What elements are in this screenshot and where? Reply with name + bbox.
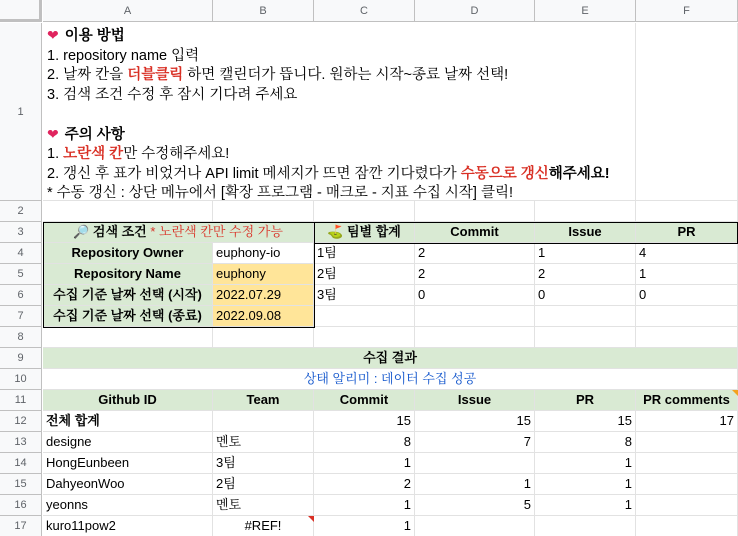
row-header-14[interactable]: 14	[0, 453, 42, 474]
row-header-8[interactable]: 8	[0, 327, 42, 348]
row-header-2[interactable]: 2	[0, 201, 42, 222]
cell-d7[interactable]	[415, 306, 535, 327]
column-header-c[interactable]: C	[314, 0, 415, 22]
column-header-f[interactable]: F	[636, 0, 738, 22]
result-team[interactable]: #REF!	[213, 516, 314, 536]
comment-indicator[interactable]	[732, 390, 738, 396]
select-all-corner[interactable]	[0, 0, 42, 22]
row-header-12[interactable]: 12	[0, 411, 42, 432]
result-pr-comments[interactable]	[636, 432, 738, 453]
result-team[interactable]: 멘토	[213, 432, 314, 453]
result-github-id[interactable]: HongEunbeen	[43, 453, 213, 474]
team-issue-header[interactable]: Issue	[535, 222, 636, 243]
result-team[interactable]: 2팀	[213, 474, 314, 495]
owner-label: Repository Owner	[43, 243, 213, 264]
caution-item-1: 1. 노란색 칸만 수정해주세요!	[47, 146, 230, 162]
result-github-id[interactable]: DahyeonWoo	[43, 474, 213, 495]
column-header-a[interactable]: A	[43, 0, 213, 22]
magnifier-icon: 🔎	[73, 224, 90, 239]
usage-step-2: 2. 날짜 칸을 더블클릭 하면 캘린더가 뜹니다. 원하는 시작~종료 날짜 선택!	[47, 67, 509, 83]
header-github-id[interactable]: Github ID	[43, 390, 213, 411]
result-issue[interactable]: 1	[415, 474, 535, 495]
row-header-11[interactable]: 11	[0, 390, 42, 411]
cell-f8[interactable]	[636, 327, 738, 348]
cell-f1[interactable]	[636, 23, 738, 201]
team-commit-header[interactable]: Commit	[415, 222, 535, 243]
repo-name-input[interactable]: euphony	[213, 264, 314, 285]
cell-e7[interactable]	[535, 306, 636, 327]
result-pr[interactable]: 1	[535, 474, 636, 495]
cell-b2[interactable]	[213, 201, 314, 222]
team-row-pr[interactable]: 1	[636, 264, 738, 285]
team-row-name[interactable]: 2팀	[314, 264, 415, 285]
cell-c2[interactable]	[314, 201, 415, 222]
result-commit[interactable]: 1	[314, 453, 415, 474]
cell-d8[interactable]	[415, 327, 535, 348]
status-message[interactable]: 상태 알리미 : 데이터 수집 성공	[43, 369, 738, 390]
golf-flag-icon: ⛳	[327, 224, 344, 239]
caution-item-2: 2. 갱신 후 표가 비었거나 API limit 메세지가 뜨면 잠깐 기다렸다가 수동으로 갱신해주세요!	[47, 165, 610, 182]
team-row-name[interactable]: 1팀	[314, 243, 415, 264]
result-team[interactable]: 3팀	[213, 453, 314, 474]
cell-c8[interactable]	[314, 327, 415, 348]
end-date-input[interactable]: 2022.09.08	[213, 306, 314, 327]
result-github-id[interactable]: designe	[43, 432, 213, 453]
cell-a8[interactable]	[43, 327, 213, 348]
result-commit[interactable]: 1	[314, 495, 415, 516]
usage-step-3: 3. 검색 조건 수정 후 잠시 기다려 주세요	[47, 86, 298, 103]
result-pr[interactable]	[535, 516, 636, 536]
header-commit[interactable]: Commit	[314, 390, 415, 411]
result-issue[interactable]	[415, 516, 535, 536]
heart-icon: ❤	[47, 125, 59, 142]
row-header-6[interactable]: 6	[0, 285, 42, 306]
team-pr-header[interactable]: PR	[636, 222, 738, 243]
cell-a2[interactable]	[43, 201, 213, 222]
header-pr-comments[interactable]: PR comments	[636, 390, 738, 411]
cell-d2[interactable]	[415, 201, 535, 222]
start-date-label: 수집 기준 날짜 선택 (시작)	[43, 285, 213, 306]
result-pr-comments[interactable]	[636, 495, 738, 516]
results-title[interactable]: 수집 결과	[43, 348, 738, 369]
result-commit[interactable]: 8	[314, 432, 415, 453]
result-github-id[interactable]: yeonns	[43, 495, 213, 516]
team-summary-header[interactable]: ⛳ 팀별 합계	[314, 222, 415, 243]
header-team[interactable]: Team	[213, 390, 314, 411]
cell-b8[interactable]	[213, 327, 314, 348]
result-pr-comments[interactable]	[636, 474, 738, 495]
row-header-13[interactable]: 13	[0, 432, 42, 453]
team-row-issue[interactable]: 0	[535, 285, 636, 306]
cell-f7[interactable]	[636, 306, 738, 327]
result-github-id[interactable]: kuro11pow2	[43, 516, 213, 536]
result-pr-comments[interactable]	[636, 453, 738, 474]
caution-item-3: * 수동 갱신 : 상단 메뉴에서 [확장 프로그램 - 매크로 - 지표 수집 시작] 클릭!	[47, 185, 514, 201]
column-header-e[interactable]: E	[535, 0, 636, 22]
result-team[interactable]: 멘토	[213, 495, 314, 516]
row-header-16[interactable]: 16	[0, 495, 42, 516]
team-row-commit[interactable]: 2	[415, 243, 535, 264]
column-header-b[interactable]: B	[213, 0, 314, 22]
total-commit[interactable]: 15	[314, 411, 415, 432]
caution-heading: ❤ 주의 사항	[47, 125, 125, 143]
row-header-3[interactable]: 3	[0, 222, 42, 243]
team-row-name[interactable]: 3팀	[314, 285, 415, 306]
owner-value[interactable]: euphony-io	[213, 243, 314, 264]
repo-name-label: Repository Name	[43, 264, 213, 285]
result-commit[interactable]: 1	[314, 516, 415, 536]
result-pr[interactable]: 1	[535, 453, 636, 474]
end-date-label: 수집 기준 날짜 선택 (종료)	[43, 306, 213, 327]
heart-icon: ❤	[47, 27, 59, 43]
result-pr[interactable]: 8	[535, 432, 636, 453]
result-commit[interactable]: 2	[314, 474, 415, 495]
usage-heading: ❤ 이용 방법	[47, 27, 125, 44]
header-pr[interactable]: PR	[535, 390, 636, 411]
result-pr[interactable]: 1	[535, 495, 636, 516]
column-header-d[interactable]: D	[415, 0, 535, 22]
cell-e8[interactable]	[535, 327, 636, 348]
usage-step-1: 1. repository name 입력	[47, 47, 200, 64]
header-issue[interactable]: Issue	[415, 390, 535, 411]
row-header-9[interactable]: 9	[0, 348, 42, 369]
total-label[interactable]: 전체 합계	[43, 411, 213, 432]
cell-f2[interactable]	[636, 201, 738, 222]
team-row-issue[interactable]: 2	[535, 264, 636, 285]
row-header-10[interactable]: 10	[0, 369, 42, 390]
total-issue[interactable]: 15	[415, 411, 535, 432]
row-header-15[interactable]: 15	[0, 474, 42, 495]
team-row-commit[interactable]: 2	[415, 264, 535, 285]
result-issue[interactable]: 5	[415, 495, 535, 516]
result-pr-comments[interactable]	[636, 516, 738, 536]
instructions-cell[interactable]	[43, 23, 636, 201]
team-row-pr[interactable]: 0	[636, 285, 738, 306]
team-row-issue[interactable]: 1	[535, 243, 636, 264]
row-header-17[interactable]: 17	[0, 516, 42, 536]
total-pr[interactable]: 15	[535, 411, 636, 432]
team-row-pr[interactable]: 4	[636, 243, 738, 264]
row-header-4[interactable]: 4	[0, 243, 42, 264]
total-pr-comments[interactable]: 17	[636, 411, 738, 432]
cell-c7[interactable]	[314, 306, 415, 327]
row-header-5[interactable]: 5	[0, 264, 42, 285]
row-header-7[interactable]: 7	[0, 306, 42, 327]
search-conditions-header[interactable]: 🔎 검색 조건 * 노란색 칸만 수정 가능	[43, 222, 314, 243]
result-issue[interactable]	[415, 453, 535, 474]
row-header-1[interactable]: 1	[0, 23, 42, 201]
total-team[interactable]	[213, 411, 314, 432]
team-row-commit[interactable]: 0	[415, 285, 535, 306]
result-issue[interactable]: 7	[415, 432, 535, 453]
start-date-input[interactable]: 2022.07.29	[213, 285, 314, 306]
cell-e2[interactable]	[535, 201, 636, 222]
